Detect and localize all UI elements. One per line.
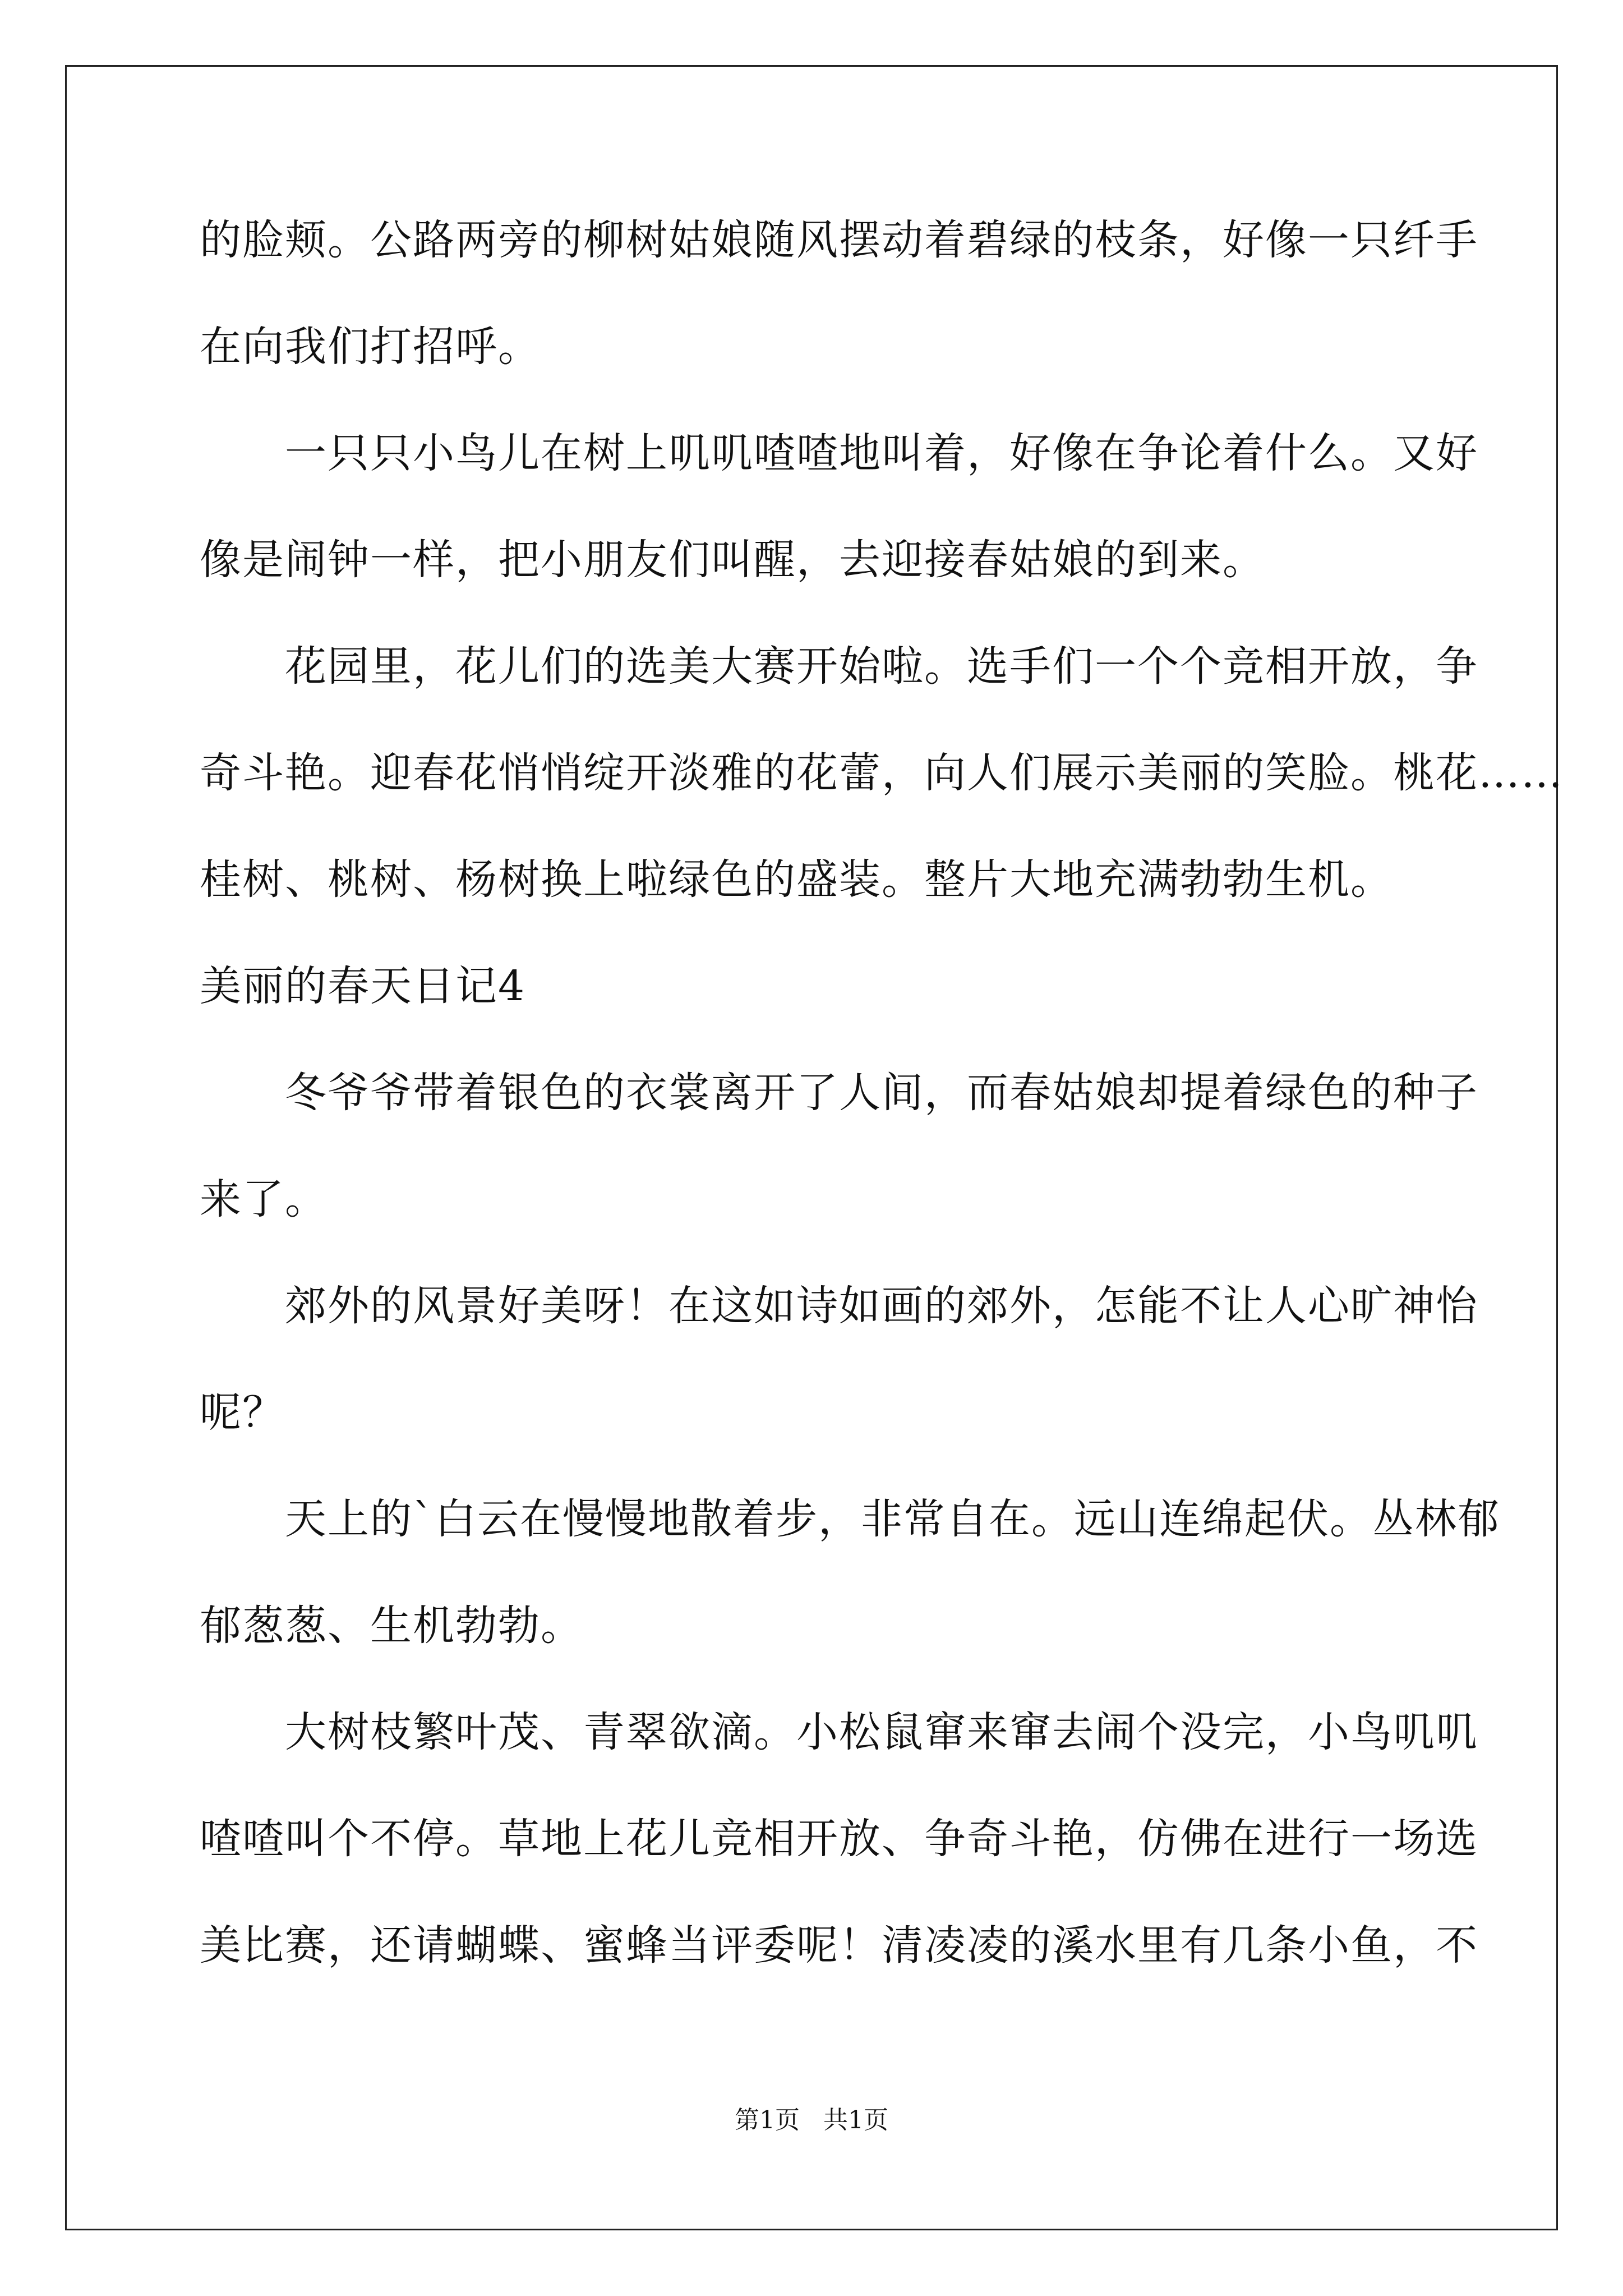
text-line: 在向我们打招呼。	[200, 323, 541, 371]
text-line: 一只只小鸟儿在树上叽叽喳喳地叫着，好像在争论着什么。又好	[200, 429, 1478, 477]
text-line: 奇斗艳。迎春花悄悄绽开淡雅的花蕾，向人们展示美丽的笑脸。桃花……	[200, 749, 1564, 797]
text-line: 呢？	[200, 1388, 285, 1437]
text-line: 冬爷爷带着银色的衣裳离开了人间，而春姑娘却提着绿色的种子	[200, 1069, 1478, 1117]
text-line: 喳喳叫个不停。草地上花儿竞相开放、争奇斗艳，仿佛在进行一场选	[200, 1815, 1478, 1863]
text-line: 桂树、桃树、杨树换上啦绿色的盛装。整片大地充满勃勃生机。	[200, 855, 1393, 904]
text-line: 郁葱葱、生机勃勃。	[200, 1602, 583, 1650]
text-line: 大树枝繁叶茂、青翠欲滴。小松鼠窜来窜去闹个没完，小鸟叽叽	[200, 1708, 1478, 1756]
page-border	[65, 65, 1558, 2230]
text-line: 花园里，花儿们的选美大赛开始啦。选手们一个个竞相开放，争	[200, 642, 1478, 691]
text-line: 像是闹钟一样，把小朋友们叫醒，去迎接春姑娘的到来。	[200, 536, 1265, 584]
text-line: 的脸颊。公路两旁的柳树姑娘随风摆动着碧绿的枝条，好像一只纤手	[200, 216, 1478, 264]
text-line: 来了。	[200, 1175, 328, 1223]
page-footer: 第1页 共1页	[735, 2106, 888, 2134]
text-line: 美比赛，还请蝴蝶、蜜蜂当评委呢！清凌凌的溪水里有几条小鱼，不	[200, 1921, 1478, 1970]
text-line: 天上的`白云在慢慢地散着步，非常自在。远山连绵起伏。丛林郁	[200, 1495, 1500, 1543]
section-heading: 美丽的春天日记4	[200, 962, 526, 1010]
text-line: 郊外的风景好美呀！在这如诗如画的郊外，怎能不让人心旷神怡	[200, 1282, 1478, 1330]
